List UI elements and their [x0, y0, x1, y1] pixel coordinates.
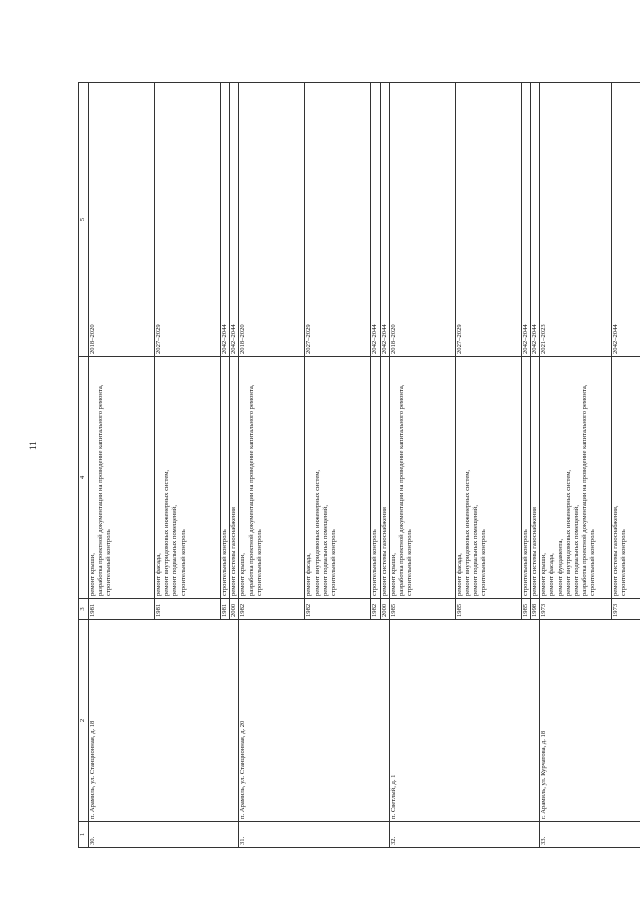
work-types: ремонт фасада, ремонт внутридомовых инженерных систем, ремонт подвальных помещений, строительный контроль	[305, 357, 371, 599]
table-row	[389, 83, 455, 848]
work-types: ремонт системы газоснабжения	[531, 357, 540, 599]
column-header: 4	[79, 357, 89, 599]
work-types: ремонт крыши, разработка проектной документации на проведение капитального ремонта, строительный контроль	[89, 357, 155, 599]
building-address: п. Арамиль, ул. Станционная, д. 20	[239, 620, 389, 822]
repair-schedule-table	[78, 82, 640, 848]
table-row	[239, 83, 305, 848]
build-year: 1985	[521, 599, 530, 620]
build-year: 1981	[89, 599, 155, 620]
building-address: п. Светлый, д. 1	[389, 620, 539, 822]
repair-period: 2021–2023	[540, 83, 612, 357]
table-row	[540, 83, 612, 848]
work-types: ремонт системы газоснабжения	[380, 357, 389, 599]
repair-period: 2042–2044	[531, 83, 540, 357]
work-types: ремонт крыши, разработка проектной документации на проведение капитального ремонта, строительный контроль	[239, 357, 305, 599]
work-types: ремонт системы газоснабжения	[230, 357, 239, 599]
column-header: 1	[79, 822, 89, 848]
row-number: 31.	[239, 822, 389, 848]
work-types: ремонт крыши, разработка проектной документации на проведение капитального ремонта, строительный контроль	[389, 357, 455, 599]
build-year: 2000	[230, 599, 239, 620]
repair-period: 2042–2044	[380, 83, 389, 357]
row-number: 30.	[89, 822, 239, 848]
build-year: 1982	[305, 599, 371, 620]
repair-period: 2042–2044	[230, 83, 239, 357]
row-number: 32.	[389, 822, 539, 848]
repair-period: 2027–2029	[305, 83, 371, 357]
build-year: 1998	[531, 599, 540, 620]
row-number: 33.	[540, 822, 640, 848]
work-types: ремонт фасада, ремонт внутридомовых инженерных систем, ремонт подвальных помещений, строительный контроль	[155, 357, 221, 599]
column-header: 3	[79, 599, 89, 620]
work-types: строительный контроль	[221, 357, 230, 599]
rotated-table-sheet	[78, 83, 628, 848]
column-header: 2	[79, 620, 89, 822]
build-year: 1981	[221, 599, 230, 620]
repair-period: 2018–2020	[89, 83, 155, 357]
build-year: 1985	[389, 599, 455, 620]
building-address: г. Арамиль, ул. Курчатова, д. 18	[540, 620, 640, 822]
repair-period: 2042–2044	[612, 83, 640, 357]
repair-period: 2018–2020	[239, 83, 305, 357]
build-year: 1982	[371, 599, 380, 620]
work-types: ремонт крыши, ремонт фасада, ремонт фундамента, ремонт внутридомовых инженерных систем, ремонт подвальных помещений, разработка проектной документации на проведение капитального ремонта, строительный контроль	[540, 357, 612, 599]
work-types: строительный контроль	[521, 357, 530, 599]
building-address: п. Арамиль, ул. Станционная, д. 18	[89, 620, 239, 822]
build-year: 1973	[540, 599, 612, 620]
repair-period: 2027–2029	[155, 83, 221, 357]
repair-period: 2042–2044	[521, 83, 530, 357]
table-row	[89, 83, 155, 848]
repair-period: 2042–2044	[371, 83, 380, 357]
repair-period: 2018–2020	[389, 83, 455, 357]
build-year: 2000	[380, 599, 389, 620]
repair-period: 2042–2044	[221, 83, 230, 357]
work-types: строительный контроль	[371, 357, 380, 599]
build-year: 1982	[239, 599, 305, 620]
work-types: ремонт системы газоснабжения, строительный контроль	[612, 357, 640, 599]
build-year: 1981	[155, 599, 221, 620]
repair-period: 2027–2029	[455, 83, 521, 357]
page-number: 11	[28, 441, 38, 450]
header-row	[79, 83, 89, 848]
build-year: 1985	[455, 599, 521, 620]
build-year: 1973	[612, 599, 640, 620]
work-types: ремонт фасада, ремонт внутридомовых инженерных систем, ремонт подвальных помещений, строительный контроль	[455, 357, 521, 599]
column-header: 5	[79, 83, 89, 357]
